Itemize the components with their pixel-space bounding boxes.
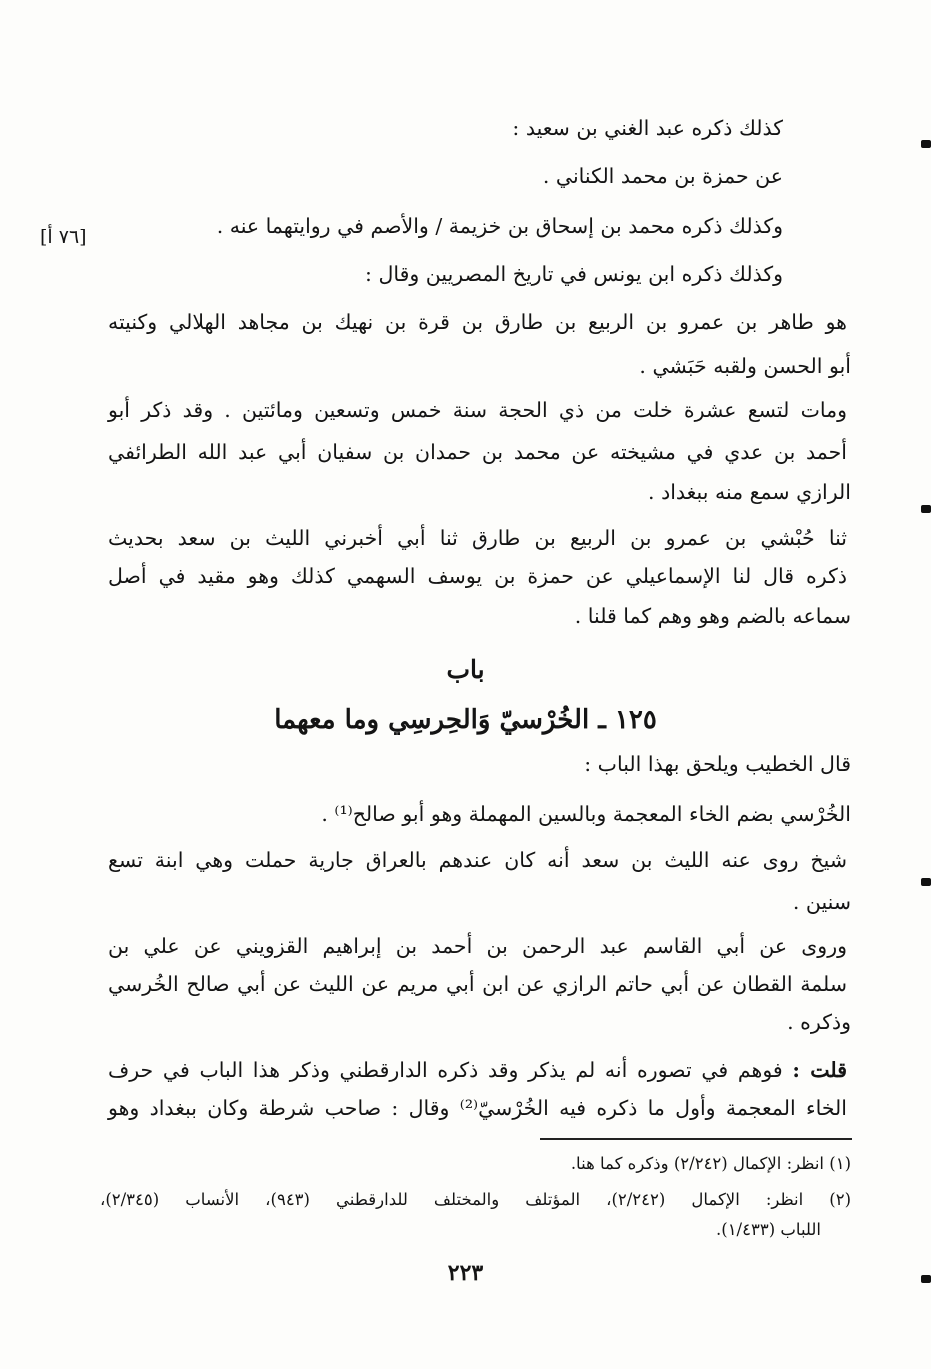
text-line: ذكره قال لنا الإسماعيلي عن حمزة بن يوسف السهمي كذلك وهو مقيد في أصل — [108, 564, 847, 588]
text-line: وكذلك ذكره ابن يونس في تاريخ المصريين وقال : — [365, 262, 783, 286]
section-title: ١٢٥ ـ الخُرْسيّ وَالحِرسِي وما معهما — [274, 705, 657, 735]
section-heading-bab: باب — [446, 655, 485, 684]
text-line: أبو الحسن ولقبه حَبَشي . — [639, 354, 851, 378]
text-line: كذلك ذكره عبد الغني بن سعيد : — [512, 116, 783, 140]
footnote: اللباب (١/٤٣٣). — [716, 1220, 821, 1239]
footnote: (٢) انظر: الإكمال (٢/٢٤٢)، المؤتلف والمختلف للدارقطني (٩٤٣)، الأنساب (٢/٣٤٥)، — [100, 1190, 852, 1209]
text-line: وذكره . — [787, 1010, 851, 1034]
text-line: أحمد بن عدي في مشيخته عن محمد بن حمدان بن سفيان أبي عبد الله الطرائفي — [108, 440, 847, 464]
margin-folio-note: [٧٦ أ] — [40, 226, 87, 248]
text-line: وكذلك ذكره محمد بن إسحاق بن خزيمة / والأصم في روايتهما عنه . — [216, 214, 783, 238]
footnote: (١) انظر: الإكمال (٢/٢٤٢) وذكره كما هنا. — [570, 1154, 851, 1173]
text-line: عن حمزة بن محمد الكناني . — [542, 164, 783, 188]
text-line — [108, 1052, 847, 1088]
note-label: قلت : — [792, 1058, 847, 1082]
text-line: الخاء المعجمة وأول ما ذكره فيه الخُرْسيّ⁽²⁾ وقال : صاحب شرطة وكان ببغداد وهو — [108, 1096, 848, 1120]
text-line: الرازي سمع منه ببغداد . — [648, 480, 851, 504]
scan-edge-mark — [921, 505, 931, 513]
text-line: سلمة القطان عن أبي حاتم الرازي عن ابن أبي مريم عن الليث عن أبي صالح الخُرسي — [108, 972, 847, 996]
text-line: ثنا حُبْشي بن عمرو بن الربيع بن طارق ثنا أبي أخبرني الليث بن سعد بحديث — [108, 526, 847, 550]
scan-edge-mark — [921, 140, 931, 148]
text-line: قال الخطيب ويلحق بهذا الباب : — [584, 752, 851, 776]
text-line-rest: فوهم في تصوره أنه لم يذكر وقد ذكره الدارقطني وذكر هذا الباب في حرف — [108, 1058, 793, 1082]
text-line: سنين . — [792, 890, 851, 914]
text-line: سماعه بالضم وهو وهم كما قلنا . — [574, 604, 851, 628]
text-line: وروى عن أبي القاسم عبد الرحمن بن أحمد بن إبراهيم القزويني عن علي بن — [108, 934, 847, 958]
text-line: ومات لتسع عشرة خلت من ذي الحجة سنة خمس وتسعين ومائتين . وقد ذكر أبو — [108, 398, 847, 422]
page-number: ٢٢٣ — [447, 1260, 484, 1286]
footnote-rule — [540, 1138, 852, 1140]
text-line: الخُرْسي بضم الخاء المعجمة وبالسين المهملة وهو أبو صالح⁽¹⁾ . — [321, 802, 851, 826]
text-line: شيخ روى عنه الليث بن سعد أنه كان عندهم بالعراق جارية حملت وهي ابنة تسع — [108, 848, 847, 872]
text-line: هو طاهر بن عمرو بن الربيع بن طارق بن قرة بن نهيك بن مجاهد الهلالي وكنيته — [108, 310, 847, 334]
scan-edge-mark — [921, 878, 931, 886]
scan-edge-mark — [921, 1275, 931, 1283]
